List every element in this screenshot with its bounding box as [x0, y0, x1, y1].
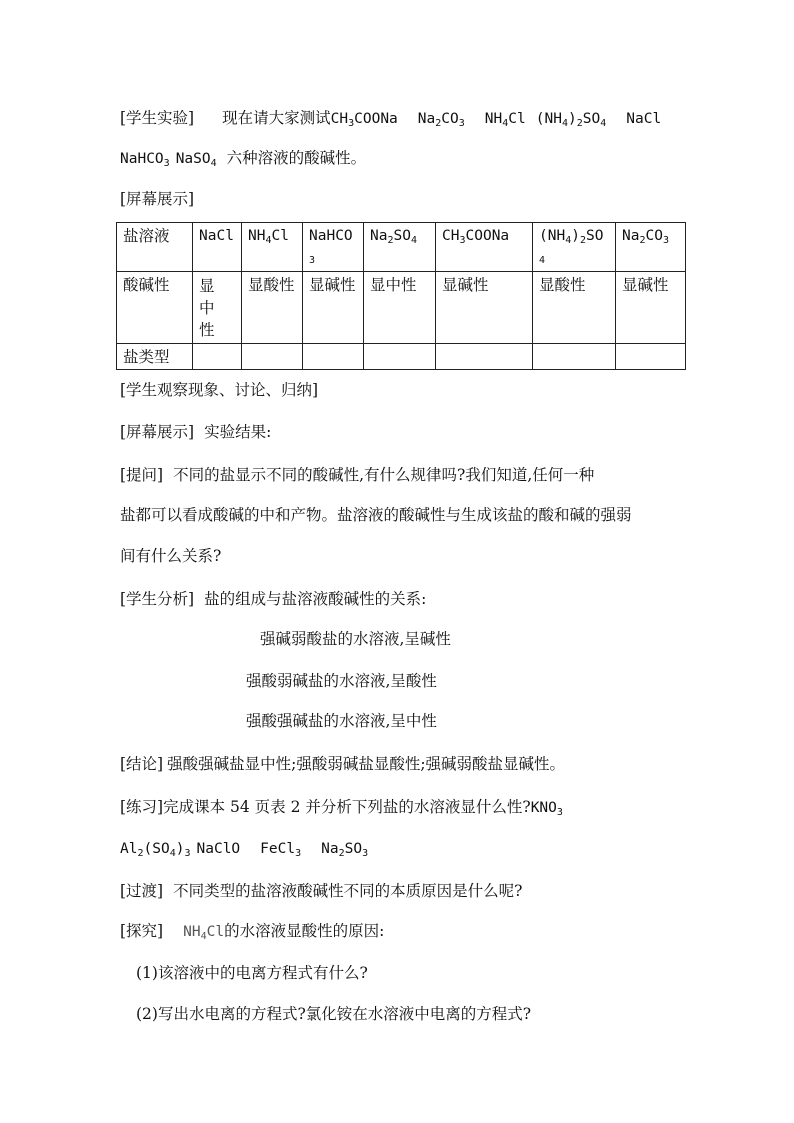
inquiry-question-1: (1)该溶液中的电离方程式有什么?	[136, 964, 368, 982]
empty-cell	[364, 344, 436, 370]
inquiry-question-2: (2)写出水电离的方程式?氯化铵在水溶液中电离的方程式?	[136, 1005, 532, 1023]
salt-row	[117, 223, 686, 272]
cell-property: 显碱性	[303, 272, 364, 344]
salt-type-row	[117, 344, 686, 370]
salt-table	[116, 222, 686, 370]
formula-na2co3: $Na_2CO_3$	[417, 111, 465, 129]
cell-na2so4: $Na_2SO_4$	[364, 223, 436, 272]
transition-text: 不同类型的盐溶液酸碱性不同的本质原因是什么呢?	[173, 882, 523, 900]
cell-nahco3: NaHCO$_3$	[303, 223, 364, 272]
transition-tag: [过渡]	[120, 882, 164, 900]
screen-result-line	[120, 422, 271, 442]
student-experiment-tag: [学生实验]	[120, 109, 195, 127]
student-analysis-line	[120, 589, 426, 609]
formula-nh42so4: $(NH_4)_2SO_4$	[535, 111, 607, 129]
formula-naclo: NaClO	[196, 841, 241, 857]
empty-cell	[303, 344, 364, 370]
formula-fecl3: FeCl$_3$	[260, 841, 302, 859]
screen-result-text: 实验结果:	[204, 423, 272, 441]
inquiry-line	[120, 921, 384, 942]
question-tag: [提问]	[120, 466, 164, 484]
cell-nh42so4: $(NH_4)_2SO_4$	[533, 223, 616, 272]
cell-property: 显碱性	[616, 272, 686, 344]
cell-property: 显酸性	[533, 272, 616, 344]
transition-line	[120, 881, 522, 901]
formula-nacl: NaCl	[626, 111, 662, 127]
formula-nh4cl: $NH_4Cl$	[484, 111, 526, 129]
question-text-1: 不同的盐显示不同的酸碱性,有什么规律吗?我们知道,任何一种	[173, 466, 595, 484]
cell-property: 显酸性	[242, 272, 303, 344]
conclusion-text: 强酸强碱盐显中性;强酸弱碱盐显酸性;强碱弱酸盐显碱性。	[167, 755, 566, 773]
student-analysis-text: 盐的组成与盐溶液酸碱性的关系:	[204, 590, 427, 608]
conclusion-line	[120, 754, 565, 774]
inquiry-text: 的水溶液显酸性的原因:	[224, 922, 385, 940]
empty-cell	[436, 344, 533, 370]
student-experiment-line	[120, 108, 661, 129]
question-line-3: 间有什么关系?	[120, 547, 222, 565]
analysis-item: 强酸强碱盐的水溶液,呈中性	[246, 712, 437, 730]
student-experiment-text: 现在请大家测试	[222, 109, 331, 127]
empty-cell	[193, 344, 242, 370]
property-text: 显中性	[199, 277, 215, 339]
student-experiment-line-2	[120, 148, 366, 169]
formula-nh4cl-inquiry: $NH_4Cl$	[183, 924, 225, 942]
exercise-line-2	[120, 838, 368, 859]
formula-na2so3: $Na_2SO_3$	[321, 841, 369, 859]
question-line-2: 盐都可以看成酸碱的中和产物。盐溶液的酸碱性与生成该盐的酸和碱的强弱	[120, 506, 632, 524]
formula-kno3: $KNO_3$	[530, 800, 563, 818]
question-line-1	[120, 465, 594, 485]
formula-nahco3: NaHCO$_3$	[120, 151, 170, 169]
empty-cell	[533, 344, 616, 370]
cell-na2co3: $Na_2CO_3$	[616, 223, 686, 272]
cell-nacl: NaCl	[193, 223, 242, 272]
formula-ch3coona: $CH_3COONa$	[330, 111, 398, 129]
exercise-text: [练习]完成课本 54 页表 2 并分析下列盐的水溶液显什么性?	[120, 798, 531, 816]
exercise-line-1	[120, 797, 563, 818]
empty-cell	[242, 344, 303, 370]
student-observe-line: [学生观察现象、讨论、归纳]	[120, 381, 319, 399]
property-row	[117, 272, 686, 344]
student-experiment-tail: 六种溶液的酸碱性。	[226, 149, 367, 167]
row-label-acidity: 酸碱性	[117, 272, 193, 344]
screen-result-tag: [屏幕展示]	[120, 423, 195, 441]
student-analysis-tag: [学生分析]	[120, 590, 195, 608]
inquiry-tag: [探究]	[120, 922, 164, 940]
cell-property: 显中性	[364, 272, 436, 344]
analysis-item: 强酸弱碱盐的水溶液,呈酸性	[246, 672, 437, 690]
conclusion-tag: [结论]	[120, 755, 164, 773]
cell-ch3coona: $CH_3COONa$	[436, 223, 533, 272]
row-label-salt-type: 盐类型	[117, 344, 193, 370]
cell-nh4cl: $NH_4Cl$	[242, 223, 303, 272]
formula-naso4: NaSO$_4$	[175, 151, 217, 169]
cell-property	[193, 272, 242, 344]
analysis-item: 强碱弱酸盐的水溶液,呈碱性	[260, 630, 451, 648]
empty-cell	[616, 344, 686, 370]
cell-property: 显碱性	[436, 272, 533, 344]
screen-display-tag: [屏幕展示]	[120, 190, 195, 208]
formula-al2so43: $Al_2(SO_4)_3$	[120, 841, 191, 859]
row-label-salt-solution: 盐溶液	[117, 223, 193, 272]
